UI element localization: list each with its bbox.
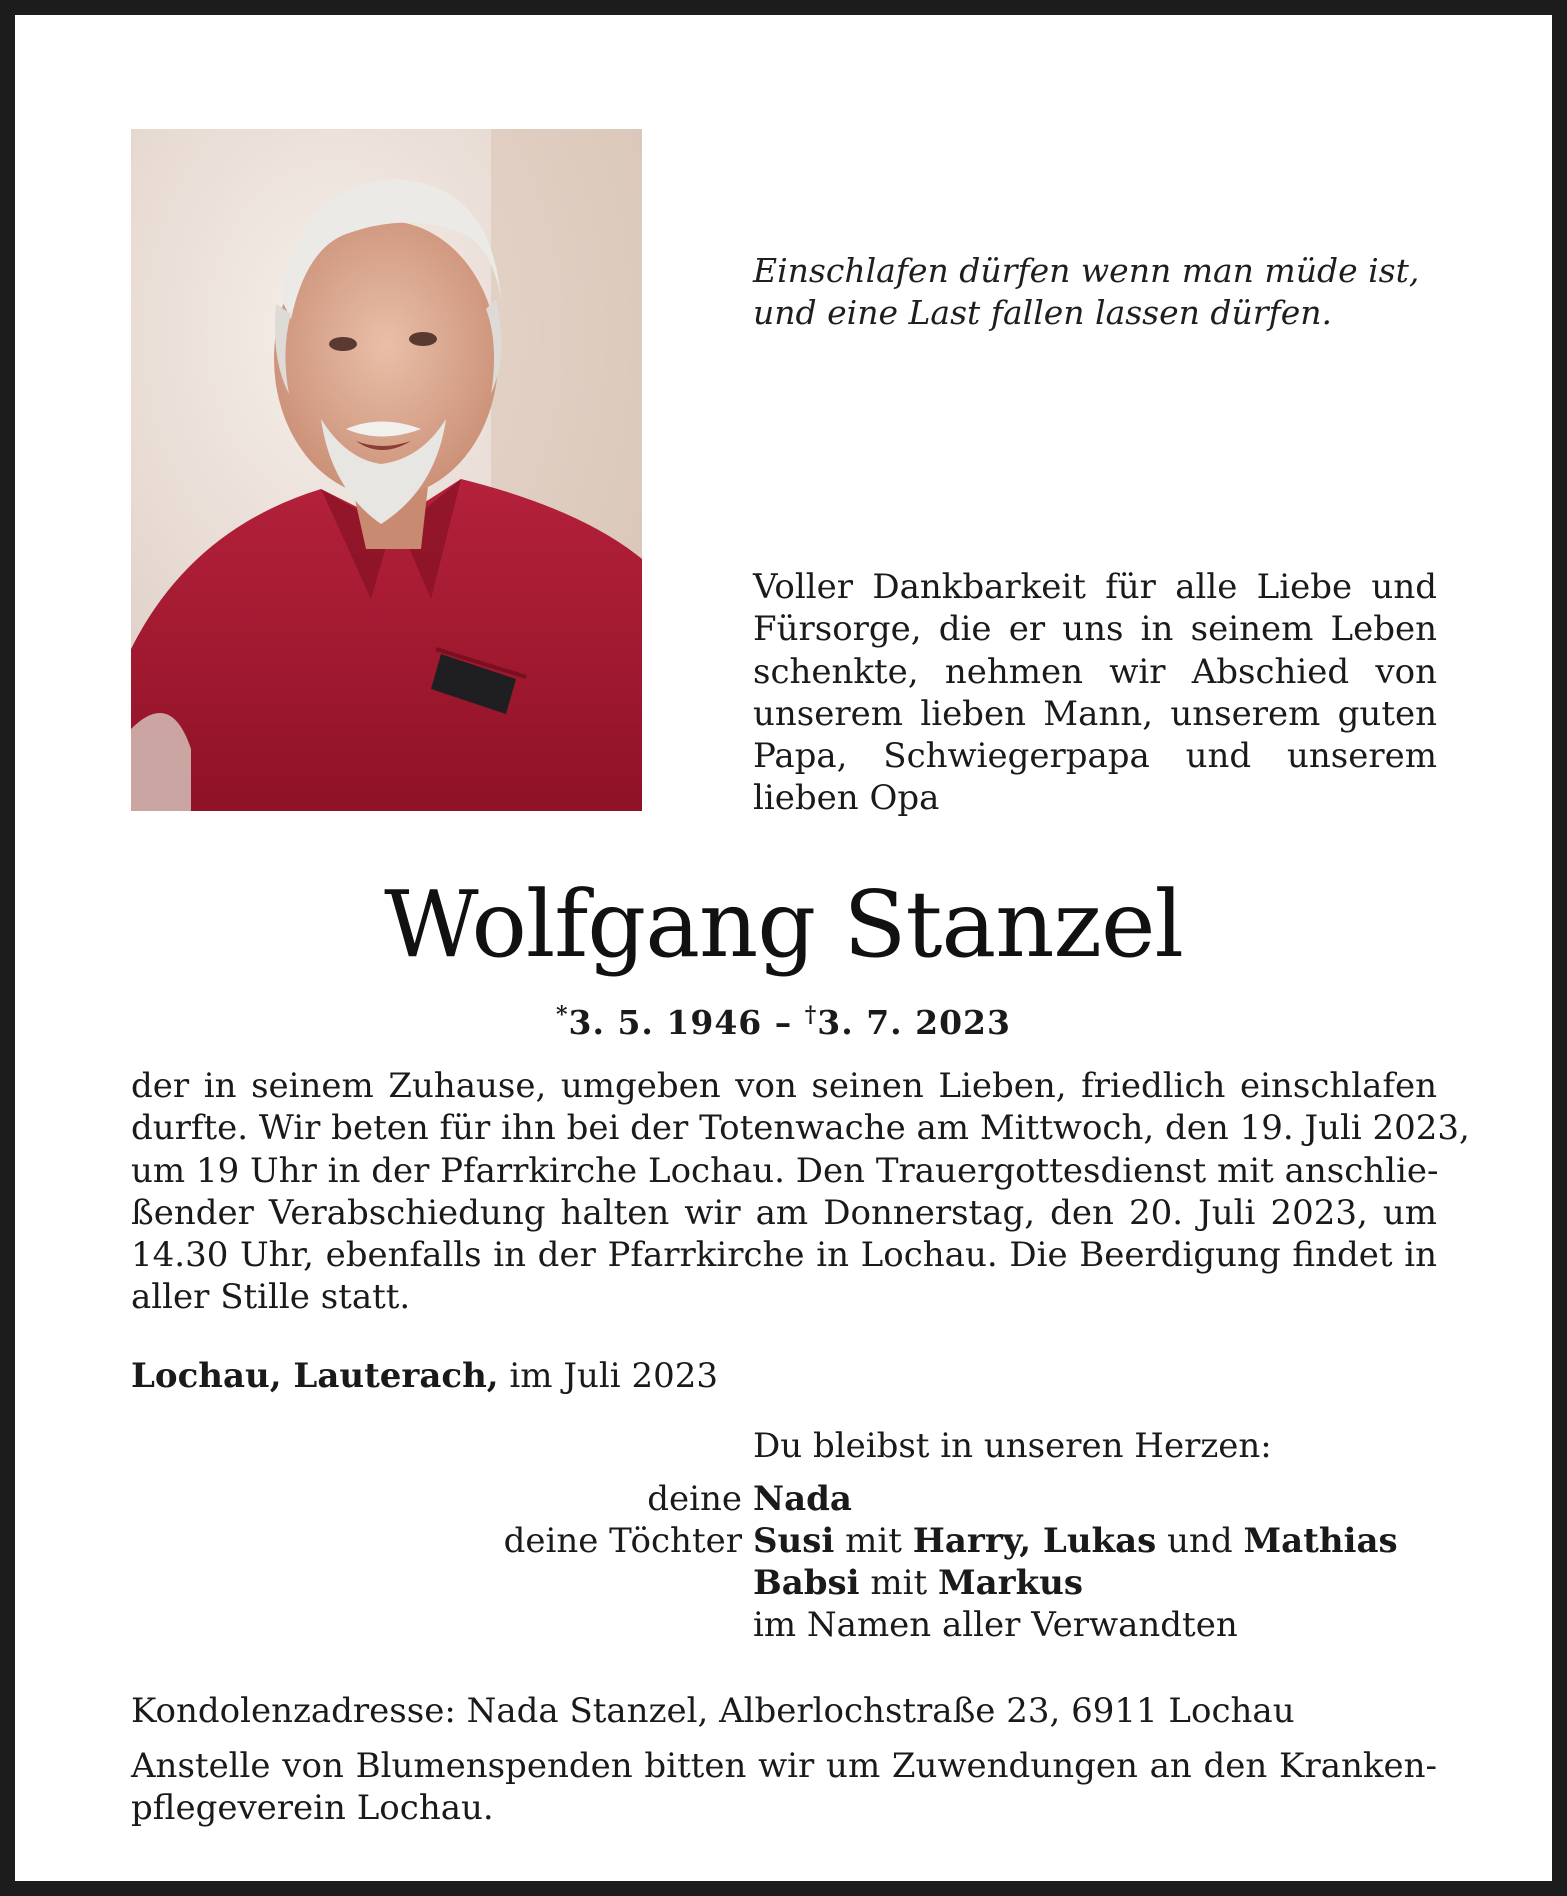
- mourner-name: Mathias: [1243, 1521, 1398, 1561]
- donation-line: Anstelle von Blumenspenden bitten wir um Zuwendungen an den Kranken-: [131, 1746, 1437, 1786]
- condolence-address: Kondolenzadresse: Nada Stanzel, Alberlochstraße 23, 6911 Lochau: [131, 1691, 1295, 1731]
- announcement-line: durfte. Wir beten für ihn bei der Totenwache am Mittwoch, den 19. Juli 2023,: [131, 1108, 1470, 1149]
- announcement-date: im Juli 2023: [498, 1356, 718, 1396]
- death-date: 3. 7. 2023: [817, 1003, 1011, 1042]
- mourner-connector: im Namen aller Verwandten: [753, 1605, 1238, 1645]
- motto-line-2: und eine Last fallen lassen dürfen.: [753, 293, 1333, 332]
- mourner-row: [0, 1520, 1567, 1562]
- mourner-relation: deine Töchter: [503, 1521, 742, 1561]
- place-names: Lochau, Lauterach,: [131, 1356, 499, 1396]
- mourner-connector: und: [1156, 1521, 1244, 1561]
- gratitude-line: unserem lieben Mann, unserem guten: [753, 693, 1437, 734]
- mourner-name: Nada: [753, 1479, 852, 1519]
- birth-symbol: *: [556, 1002, 569, 1028]
- donation-line: pflegeverein Lochau.: [131, 1788, 494, 1828]
- life-dates: [0, 993, 1567, 1045]
- mourners-list: [0, 1478, 1567, 1646]
- announcement-line: um 19 Uhr in der Pfarrkirche Lochau. Den Trauergottesdienst mit anschlie-: [131, 1150, 1439, 1191]
- gratitude-line: Fürsorge, die er uns in seinem Leben: [753, 609, 1437, 650]
- gratitude-line: Voller Dankbarkeit für alle Liebe und: [753, 567, 1437, 607]
- mourner-names: [753, 1604, 1238, 1646]
- mourner-names: [753, 1478, 852, 1520]
- mourner-connector: mit: [859, 1563, 939, 1603]
- announcement-line: 14.30 Uhr, ebenfalls in der Pfarrkirche in Lochau. Die Beerdigung findet in: [131, 1235, 1437, 1276]
- announcement-line: ßender Verabschiedung halten wir am Donnerstag, den 20. Juli 2023, um: [131, 1192, 1437, 1233]
- portrait-photo: [131, 129, 642, 811]
- gratitude-line: lieben Opa: [753, 778, 940, 819]
- mourner-name: Markus: [938, 1563, 1084, 1603]
- mourner-row: [0, 1562, 1567, 1604]
- announcement-paragraph: [131, 1065, 1470, 1319]
- mourner-names: [753, 1562, 1083, 1604]
- announcement-line: der in seinem Zuhause, umgeben von seinen Lieben, friedlich einschlafen: [131, 1066, 1437, 1106]
- mourner-row: [0, 1604, 1567, 1646]
- mourner-relation: deine: [647, 1479, 742, 1519]
- deceased-name: Wolfgang Stanzel: [384, 871, 1183, 978]
- date-separator: –: [762, 1003, 805, 1042]
- place-date: [131, 1355, 718, 1397]
- donation-note: [131, 1745, 1437, 1829]
- mourner-name: Susi: [753, 1521, 835, 1561]
- mourner-connector: mit: [834, 1521, 913, 1561]
- mourners-intro: Du bleibst in unseren Herzen:: [753, 1426, 1272, 1466]
- death-symbol: †: [804, 1002, 818, 1028]
- mourner-name: Harry, Lukas: [912, 1521, 1157, 1561]
- gratitude-line: Papa, Schwiegerpapa und unserem: [753, 736, 1437, 777]
- motto-quote: [753, 250, 1473, 334]
- motto-line-1: Einschlafen dürfen wenn man müde ist,: [753, 251, 1420, 290]
- birth-date: 3. 5. 1946: [568, 1003, 763, 1042]
- mourner-name: Babsi: [753, 1563, 860, 1603]
- mourner-names: [753, 1520, 1398, 1562]
- mourner-row: [0, 1478, 1567, 1520]
- gratitude-line: schenkte, nehmen wir Abschied von: [753, 651, 1437, 692]
- announcement-line: aller Stille statt.: [131, 1277, 411, 1318]
- gratitude-paragraph: [753, 566, 1437, 820]
